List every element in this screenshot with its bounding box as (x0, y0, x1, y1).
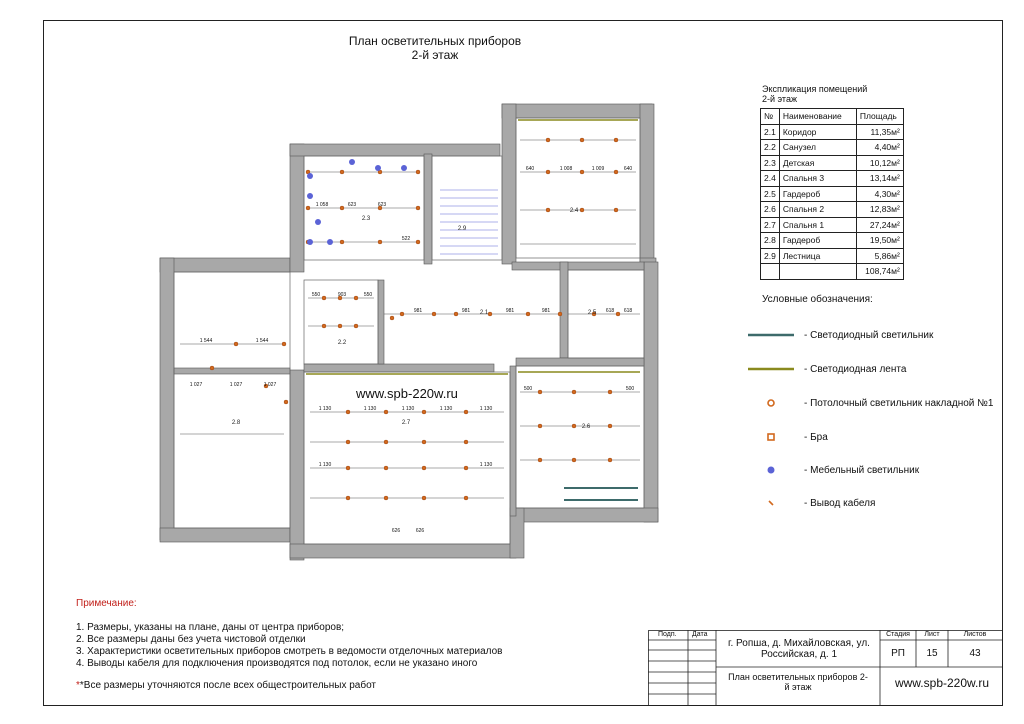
ceiling-light-marker (422, 466, 426, 470)
room-label: 2.5 (587, 310, 597, 316)
wall (516, 358, 644, 366)
table-row (761, 155, 904, 171)
ceiling-light-marker (608, 458, 612, 462)
led-strip-lines (306, 120, 640, 374)
table-row (761, 171, 904, 187)
ceiling-light-marker (580, 170, 584, 174)
table-header-row (761, 109, 904, 125)
ceiling-light-marker (464, 496, 468, 500)
row-num: 2.6 (761, 202, 780, 218)
stamp-address: г. Ропша, д. Михайловская, ул. Российская, д. 1 (728, 638, 870, 660)
row-area: 19,50м² (856, 233, 903, 249)
row-area: 5,86м² (856, 248, 903, 264)
legend-label: - Бра (804, 431, 828, 443)
ceiling-light-marker (390, 316, 394, 320)
stamp-sheet: 15 (926, 648, 938, 659)
stair-flight (440, 190, 498, 254)
ceiling-light-marker (340, 170, 344, 174)
wall (290, 544, 516, 558)
ceiling-light-marker (234, 342, 238, 346)
ceiling-light-marker (322, 324, 326, 328)
ceiling-light-marker (546, 208, 550, 212)
explication-title-line-2: 2-й этаж (762, 94, 797, 104)
ceiling-light-marker (346, 496, 350, 500)
dim-label: 623 (347, 202, 357, 208)
stamp-drawing-title: План осветительных приборов 2-й этаж (728, 672, 868, 692)
wall (502, 104, 516, 264)
ceiling-light-marker (538, 424, 542, 428)
title-line-1: План осветительных приборов (348, 34, 522, 48)
wall (560, 262, 568, 358)
row-name: Детская (779, 155, 856, 171)
legend-item-furniture-light (748, 463, 919, 477)
dim-label: 1 009 (591, 166, 605, 172)
total-area: 108,74м² (856, 264, 903, 280)
dim-label: 1 130 (318, 406, 332, 412)
room-outline (516, 366, 644, 508)
furniture-light-marker (375, 165, 381, 171)
furniture-light-marker (307, 193, 313, 199)
stamp-sheets-label: Листов (963, 631, 987, 638)
row-name: Спальня 2 (779, 202, 856, 218)
dim-label: 981 (505, 308, 515, 314)
sconce-icon (748, 432, 794, 442)
col-header-name: Наименование (779, 109, 856, 125)
dim-label: 1 544 (199, 338, 213, 344)
ceiling-light-marker (488, 312, 492, 316)
dim-label: 1 027 (189, 382, 203, 388)
dim-label: 623 (377, 202, 387, 208)
row-name: Гардероб (779, 233, 856, 249)
dim-label: 1 027 (229, 382, 243, 388)
ceiling-light-marker (616, 312, 620, 316)
cable-outlet-icon (748, 498, 794, 508)
dim-label: 640 (623, 166, 633, 172)
wall (290, 370, 304, 560)
note-item: 2. Все размеры даны без учета чистовой отделки (76, 634, 306, 645)
title-block (648, 630, 1003, 706)
note-item: 4. Выводы кабеля для подключения производятся под потолок, если не указано иного (76, 658, 478, 669)
wall (644, 262, 658, 522)
ceiling-light-marker (422, 440, 426, 444)
wall (304, 364, 494, 372)
dim-label: 1 130 (479, 462, 493, 468)
dim-label: 550 (311, 292, 321, 298)
stamp-col-data: Дата (692, 631, 708, 638)
dim-label: 981 (461, 308, 471, 314)
legend-label: - Светодиодная лента (804, 363, 907, 375)
dim-label: 1 058 (315, 202, 329, 208)
furniture-light-marker (307, 239, 313, 245)
dim-label: 1 130 (439, 406, 453, 412)
dim-label: 626 (415, 528, 425, 534)
note-item: 1. Размеры, указаны на плане, даны от центра приборов; (76, 622, 345, 633)
ceiling-light-marker (346, 410, 350, 414)
ceiling-light-marker (580, 208, 584, 212)
legend-item-led-strip (748, 362, 906, 376)
legend-item-sconce (748, 430, 828, 444)
furniture-light-marker (307, 173, 313, 179)
dim-label: 618 (623, 308, 633, 314)
title-line-2: 2-й этаж (411, 48, 459, 62)
room-label: 2.1 (479, 310, 489, 316)
ceiling-light-marker (432, 312, 436, 316)
room-outline (516, 118, 640, 258)
row-name: Спальня 3 (779, 171, 856, 187)
note-item: 3. Характеристики осветительных приборов смотреть в ведомости отделочных материалов (76, 646, 503, 657)
legend-label: - Потолочный светильник накладной №1 (804, 397, 994, 409)
room-label: 2.8 (231, 420, 241, 426)
ceiling-light-marker (614, 208, 618, 212)
legend-label: - Мебельный светильник (804, 464, 920, 476)
row-num: 2.3 (761, 155, 780, 171)
row-name: Спальня 1 (779, 217, 856, 233)
room-label: 2.7 (401, 420, 411, 426)
dim-label: 500 (523, 386, 533, 392)
wall (160, 258, 174, 540)
room-label: 2.2 (337, 340, 347, 346)
ceiling-light-marker (384, 466, 388, 470)
notes-block (76, 598, 502, 692)
table-total-row (761, 264, 904, 280)
ceiling-light-marker (354, 296, 358, 300)
furniture-light-icon (748, 465, 794, 475)
dim-label: 1 130 (363, 406, 377, 412)
ceiling-light-marker (572, 458, 576, 462)
row-num: 2.8 (761, 233, 780, 249)
furniture-light-marker (315, 219, 321, 225)
footnote (76, 680, 502, 692)
ceiling-light-marker (338, 324, 342, 328)
ceiling-light-icon (748, 398, 794, 408)
row-area: 13,14м² (856, 171, 903, 187)
stamp-sheets: 43 (969, 648, 981, 659)
ceiling-light-marker (464, 440, 468, 444)
wall (516, 508, 658, 522)
ceiling-light-marker (572, 390, 576, 394)
wall (512, 262, 644, 270)
plan-watermark: www.spb-220w.ru (356, 386, 458, 401)
dim-label: 1 544 (255, 338, 269, 344)
table-row (761, 248, 904, 264)
dim-label: 626 (391, 528, 401, 534)
ceiling-light-marker (416, 170, 420, 174)
row-num: 2.7 (761, 217, 780, 233)
ceiling-light-marker (526, 312, 530, 316)
led-luminaire-icon (748, 332, 794, 338)
ceiling-light-marker (306, 206, 310, 210)
legend-label: - Светодиодный светильник (804, 329, 934, 341)
wall (174, 368, 290, 374)
row-num: 2.4 (761, 171, 780, 187)
table-row (761, 217, 904, 233)
wall (378, 280, 384, 364)
row-name: Гардероб (779, 186, 856, 202)
row-name: Лестница (779, 248, 856, 264)
dim-label: 500 (625, 386, 635, 392)
legend-label: - Вывод кабеля (804, 497, 876, 509)
explication-table (760, 108, 904, 280)
dim-label: 1 130 (479, 406, 493, 412)
led-strip-icon (748, 366, 794, 372)
ceiling-light-marker (614, 138, 618, 142)
stamp-stage: РП (891, 648, 905, 659)
ceiling-light-marker (340, 206, 344, 210)
ceiling-light-marker (464, 466, 468, 470)
dim-label: 550 (363, 292, 373, 298)
ceiling-light-marker (538, 390, 542, 394)
room-label: 2.6 (581, 424, 591, 430)
ceiling-light-marker (354, 324, 358, 328)
row-num: 2.1 (761, 124, 780, 140)
row-num: 2.2 (761, 140, 780, 156)
wall (502, 104, 652, 118)
ceiling-light-marker (384, 410, 388, 414)
wall (160, 528, 290, 542)
explication-title-line-1: Экспликация помещений (762, 84, 868, 94)
row-area: 4,40м² (856, 140, 903, 156)
ceiling-light-marker (416, 240, 420, 244)
interior-lines (174, 118, 644, 544)
col-header-num: № (761, 109, 780, 125)
row-area: 11,35м² (856, 124, 903, 140)
dim-label: 618 (605, 308, 615, 314)
ceiling-light-marker (384, 496, 388, 500)
ceiling-light-marker (546, 138, 550, 142)
ceiling-light-marker (546, 170, 550, 174)
row-area: 12,83м² (856, 202, 903, 218)
table-row (761, 202, 904, 218)
legend-item-cable-outlet (748, 496, 875, 510)
footnote-star: * (76, 680, 80, 691)
ceiling-light-marker (580, 138, 584, 142)
legend-item-led-luminaire (748, 328, 933, 342)
col-header-area: Площадь (856, 109, 903, 125)
ceiling-light-marker (384, 440, 388, 444)
ceiling-light-marker (322, 296, 326, 300)
explication-title (762, 84, 867, 104)
wall (290, 144, 500, 156)
table-row (761, 233, 904, 249)
stamp-stage-label: Стадия (886, 631, 910, 638)
ceiling-light-marker (558, 312, 562, 316)
ceiling-light-marker (538, 458, 542, 462)
room-label: 2.4 (569, 208, 579, 214)
ceiling-light-marker (614, 170, 618, 174)
dim-label: 522 (401, 236, 411, 242)
row-num: 2.5 (761, 186, 780, 202)
dim-label: 1 027 (263, 382, 277, 388)
table-row (761, 124, 904, 140)
furniture-light-marker (349, 159, 355, 165)
ceiling-lights (210, 138, 620, 500)
dim-label: 640 (525, 166, 535, 172)
row-name: Коридор (779, 124, 856, 140)
ceiling-light-marker (210, 366, 214, 370)
dim-label: 1 130 (318, 462, 332, 468)
row-num: 2.9 (761, 248, 780, 264)
row-area: 27,24м² (856, 217, 903, 233)
furniture-light-marker (401, 165, 407, 171)
ceiling-light-marker (284, 400, 288, 404)
ceiling-light-marker (346, 466, 350, 470)
table-row (761, 186, 904, 202)
wall (424, 154, 432, 264)
ceiling-light-marker (400, 312, 404, 316)
ceiling-light-marker (464, 410, 468, 414)
ceiling-light-marker (422, 410, 426, 414)
ceiling-light-marker (454, 312, 458, 316)
legend-title: Условные обозначения: (762, 294, 873, 305)
ceiling-light-marker (282, 342, 286, 346)
dim-label: 1 130 (401, 406, 415, 412)
wall (640, 104, 654, 264)
dim-label: 981 (413, 308, 423, 314)
row-area: 4,30м² (856, 186, 903, 202)
room-label: 2.9 (457, 226, 467, 232)
stamp-site: www.spb-220w.ru (894, 676, 990, 690)
furniture-light-marker (327, 239, 333, 245)
ceiling-light-marker (572, 424, 576, 428)
dim-label: 981 (541, 308, 551, 314)
room-outline (174, 272, 290, 528)
ceiling-light-marker (608, 424, 612, 428)
room-outline (432, 156, 502, 260)
stamp-sheet-label: Лист (924, 631, 940, 638)
dim-label: 903 (337, 292, 347, 298)
ceiling-light-marker (378, 240, 382, 244)
ceiling-light-marker (340, 240, 344, 244)
ceiling-light-marker (416, 206, 420, 210)
room-label: 2.3 (361, 216, 371, 222)
legend-item-ceiling-light (748, 396, 993, 410)
dim-label: 1 008 (559, 166, 573, 172)
stamp-col-podp: Подп. (658, 631, 677, 638)
row-area: 10,12м² (856, 155, 903, 171)
led-luminaire-lines (564, 488, 638, 500)
wall (510, 366, 516, 516)
footnote-text: *Все размеры уточняются после всех общестроительных работ (79, 680, 376, 691)
stair-treads (440, 190, 498, 254)
ceiling-light-marker (346, 440, 350, 444)
wall (290, 144, 304, 272)
wall (160, 258, 290, 272)
row-name: Санузел (779, 140, 856, 156)
ceiling-light-marker (608, 390, 612, 394)
grid-lines (180, 140, 640, 498)
table-row (761, 140, 904, 156)
notes-header: Примечание: (76, 598, 137, 609)
ceiling-light-marker (422, 496, 426, 500)
